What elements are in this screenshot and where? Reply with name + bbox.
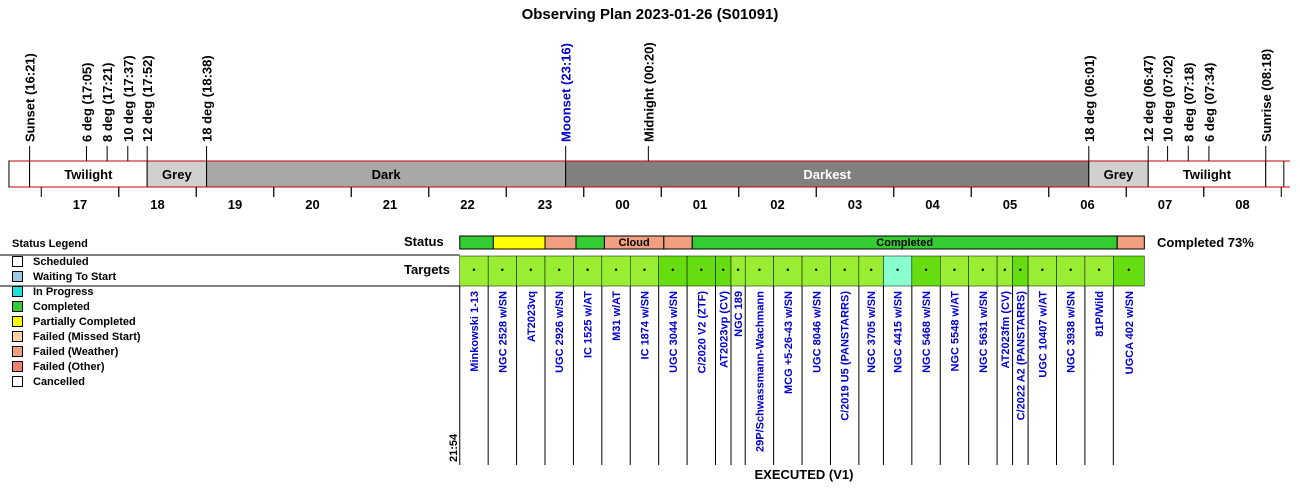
target-name-12: MCG +5-26-43 w/SN (782, 291, 795, 395)
target-marker: • (952, 265, 957, 275)
event-label-8: 18 deg (06:01) (1081, 55, 1097, 142)
target-name-13: UGC 8046 w/SN (811, 291, 824, 373)
legend-swatch (12, 376, 23, 387)
event-label-7: Midnight (00:20) (641, 42, 657, 142)
hour-label-03: 03 (847, 197, 863, 212)
event-label-2: 8 deg (17:21) (100, 62, 116, 142)
event-label-5: 18 deg (18:38) (199, 55, 215, 142)
target-marker: • (699, 265, 703, 275)
legend-label: Completed (33, 300, 90, 313)
target-name-4: IC 1525 w/AT (582, 291, 595, 359)
legend-swatch (12, 316, 23, 327)
target-name-23: NGC 3938 w/SN (1065, 291, 1078, 373)
hour-label-08: 08 (1235, 197, 1250, 212)
band-label: Darkest (803, 167, 852, 182)
legend-item (12, 284, 141, 299)
hour-label-06: 06 (1080, 197, 1095, 212)
hour-label-22: 22 (460, 197, 475, 212)
target-name-21: C/2022 A2 (PANSTARRS) (1015, 291, 1028, 421)
target-name-9: AT2023vp (CV) (718, 291, 731, 368)
legend-item (12, 329, 141, 344)
hour-label-05: 05 (1002, 197, 1018, 212)
target-name-2: AT2023vq (525, 291, 538, 343)
target-name-0: Minkowski 1-13 (468, 291, 481, 372)
event-label-12: 6 deg (07:34) (1201, 62, 1217, 142)
target-marker: • (786, 265, 790, 275)
hour-label-21: 21 (382, 197, 398, 212)
target-name-24: 81P/Wild (1094, 291, 1107, 337)
legend-label: Failed (Weather) (33, 345, 119, 358)
target-marker: • (557, 265, 561, 275)
hour-label-01: 01 (692, 197, 708, 212)
target-marker: • (1040, 265, 1044, 275)
hour-label-02: 02 (770, 197, 785, 212)
target-marker: • (757, 265, 761, 275)
target-name-22: UGC 10407 w/AT (1037, 291, 1050, 378)
target-name-15: NGC 3705 w/SN (866, 291, 879, 373)
target-marker: • (1018, 265, 1022, 275)
hour-label-04: 04 (925, 197, 940, 212)
target-marker: • (1097, 265, 1101, 275)
target-name-7: UGC 3044 w/SN (667, 291, 680, 373)
target-name-11: 29P/Schwassmann-Wachmann (754, 291, 767, 452)
target-name-25: UGCA 402 w/SN (1123, 291, 1136, 375)
band-label: Grey (162, 167, 192, 182)
status-segment-2 (545, 236, 576, 249)
legend-label: Partially Completed (33, 315, 136, 328)
target-name-1: NGC 2528 w/SN (497, 291, 510, 373)
plan-title: Observing Plan 2023-01-26 (S01091) (521, 6, 779, 23)
target-marker: • (500, 265, 504, 275)
status-segment-0 (460, 236, 494, 249)
event-label-0: Sunset (16:21) (22, 53, 38, 142)
legend-swatch (12, 346, 23, 357)
status-segment-5 (664, 236, 692, 249)
legend-label: Failed (Other) (33, 360, 105, 373)
legend-label: Cancelled (33, 375, 85, 388)
start-time: 21:54 (447, 433, 460, 462)
legend-swatch (12, 271, 23, 282)
hour-label-00: 00 (615, 197, 630, 212)
legend-label: Scheduled (33, 255, 89, 268)
event-label-4: 12 deg (17:52) (140, 55, 156, 142)
target-marker: • (924, 265, 928, 275)
legend-item (12, 314, 141, 329)
hour-label-19: 19 (227, 197, 243, 212)
event-label-6: Moonset (23:16) (558, 43, 574, 142)
legend-swatch (12, 286, 23, 297)
event-label-11: 8 deg (07:18) (1181, 62, 1197, 142)
event-label-9: 12 deg (06:47) (1141, 55, 1157, 142)
target-marker: • (1003, 265, 1007, 275)
twilight-band-0 (9, 161, 30, 187)
band-label: Grey (1103, 167, 1134, 182)
target-marker: • (671, 265, 675, 275)
legend-item (12, 344, 141, 359)
target-name-17: NGC 5468 w/SN (921, 291, 934, 373)
status-segment-7 (1117, 236, 1144, 249)
event-label-1: 6 deg (17:05) (79, 62, 95, 142)
legend-item (12, 359, 141, 374)
band-label: Dark (371, 167, 401, 182)
twilight-band-7 (1266, 161, 1284, 187)
legend-label: Failed (Missed Start) (33, 330, 141, 343)
target-marker: • (614, 265, 618, 275)
status-row-label: Status (404, 234, 444, 249)
legend-label: Waiting To Start (33, 270, 117, 283)
legend-swatch (12, 331, 23, 342)
target-name-16: NGC 4415 w/SN (892, 291, 905, 373)
target-name-8: C/2020 V2 (ZTF) (696, 291, 709, 374)
target-name-6: IC 1874 w/SN (639, 291, 652, 360)
hour-label-18: 18 (150, 197, 165, 212)
target-name-14: C/2019 U5 (PANSTARRS) (839, 291, 852, 421)
targets-row-label: Targets (404, 262, 450, 277)
completion-percentage: Completed 73% (1157, 235, 1254, 250)
legend-item (12, 299, 141, 314)
legend-swatch (12, 301, 23, 312)
target-name-5: M31 w/AT (611, 291, 624, 341)
status-legend (12, 238, 141, 389)
status-segment-label: Completed (876, 237, 934, 249)
status-segment-label: Cloud (618, 237, 650, 249)
target-marker: • (529, 265, 533, 275)
target-marker: • (736, 265, 740, 275)
legend-label: In Progress (33, 285, 94, 298)
executed-label: EXECUTED (V1) (754, 467, 854, 482)
target-marker: • (721, 265, 725, 275)
target-marker: • (843, 265, 847, 275)
status-segment-3 (576, 236, 604, 249)
event-label-3: 10 deg (17:37) (120, 55, 136, 142)
legend-item (12, 269, 141, 284)
target-marker: • (896, 265, 900, 275)
band-label: Twilight (1182, 167, 1232, 182)
target-name-20: AT2023fm (CV) (999, 290, 1012, 369)
legend-swatch (12, 256, 23, 267)
target-name-19: NGC 5631 w/SN (977, 291, 990, 373)
hour-label-17: 17 (72, 197, 88, 212)
legend-items (12, 254, 141, 389)
target-marker: • (1127, 265, 1131, 275)
target-marker: • (981, 265, 985, 275)
event-label-10: 10 deg (07:02) (1160, 55, 1176, 142)
status-segment-1 (493, 236, 545, 249)
target-marker: • (814, 265, 818, 275)
target-marker: • (869, 265, 873, 275)
legend-title: Status Legend (12, 238, 88, 250)
hour-label-23: 23 (537, 197, 553, 212)
legend-swatch (12, 361, 23, 372)
target-marker: • (472, 265, 476, 275)
hour-label-07: 07 (1157, 197, 1173, 212)
target-name-18: NGC 5548 w/AT (949, 290, 962, 372)
target-name-3: UGC 2926 w/SN (554, 291, 567, 373)
legend-item (12, 254, 141, 269)
target-name-10: NGC 189 (733, 291, 746, 337)
event-label-13: Sunrise (08:18) (1258, 48, 1274, 142)
target-marker: • (586, 265, 590, 275)
band-label: Twilight (64, 167, 113, 182)
target-marker: • (1069, 265, 1073, 275)
hour-label-20: 20 (305, 197, 320, 212)
legend-item (12, 374, 141, 389)
target-marker: • (642, 265, 647, 275)
